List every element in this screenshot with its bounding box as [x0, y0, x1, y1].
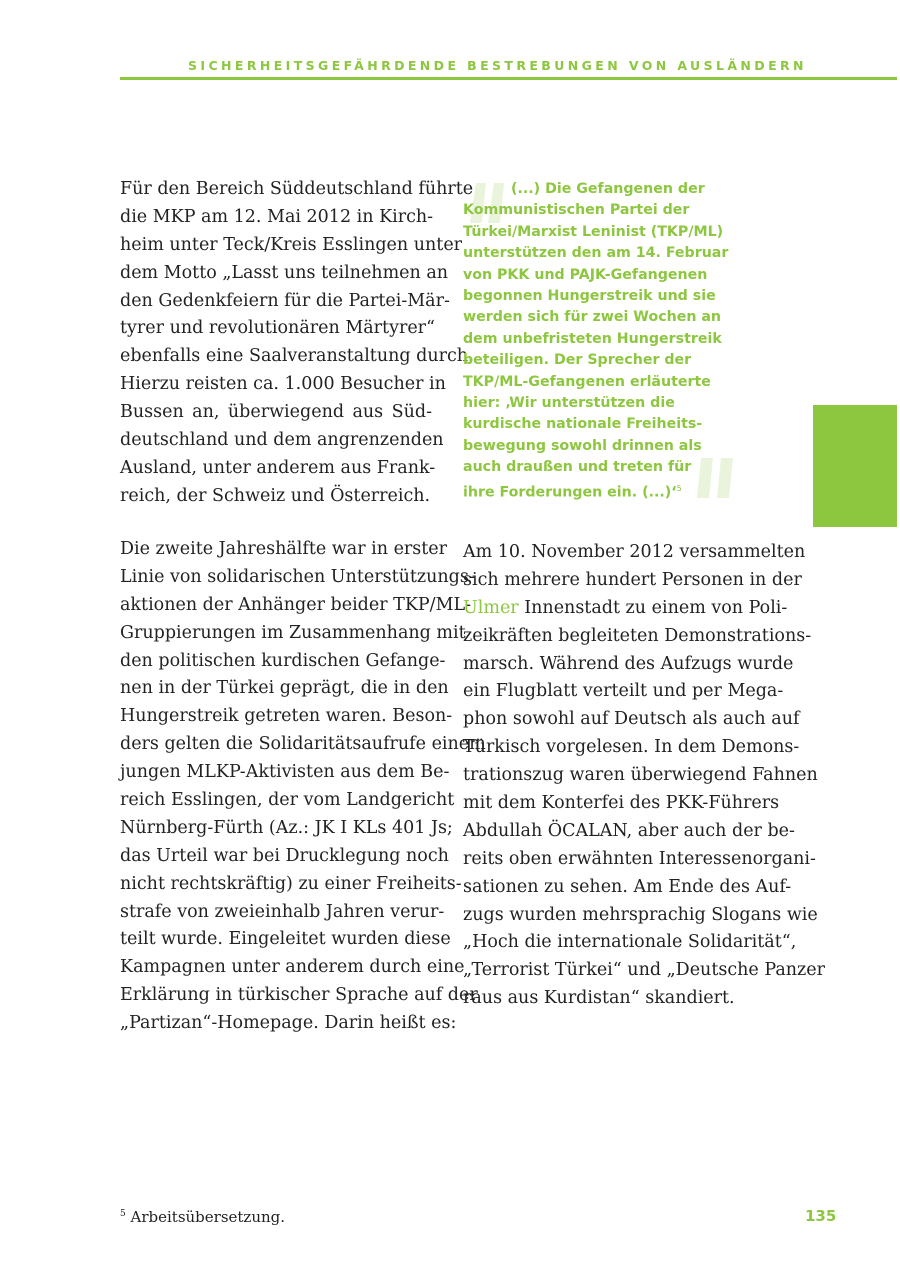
- text-line: reich Esslingen, der vom Landgericht: [120, 790, 455, 811]
- text-line: deutschland und dem angrenzenden: [120, 430, 444, 451]
- text-line: zeikräften begleiteten Demonstrations-: [463, 625, 812, 646]
- text-line: werden sich für zwei Wochen an: [463, 309, 722, 326]
- text-line: raus aus Kurdistan“ skandiert.: [463, 988, 735, 1009]
- text-line: teilt wurde. Eingeleitet wurden diese: [120, 929, 451, 950]
- text-line: Ausland, unter anderem aus Frank-: [120, 457, 436, 478]
- text-line: das Urteil war bei Drucklegung noch: [120, 845, 449, 866]
- text-line: reits oben erwähnten Interessenorgani-: [463, 848, 816, 869]
- text-line: von PKK und PAJK-Gefangenen: [463, 266, 708, 283]
- text-line: den Gedenkfeiern für die Partei-Mär-: [120, 290, 450, 311]
- text-line: Gruppierungen im Zusammenhang mit: [120, 622, 466, 643]
- pull-quote: [463, 179, 763, 500]
- text-line: ders gelten die Solidaritätsaufrufe einem: [120, 734, 486, 755]
- text-line: beteiligen. Der Sprecher der: [463, 352, 692, 369]
- text-line: dem Motto „Lasst uns teilnehmen an: [120, 262, 449, 283]
- text-line: ebenfalls eine Saalveranstaltung durch.: [120, 346, 474, 367]
- footnote-text: Arbeitsübersetzung.: [130, 1208, 286, 1226]
- footnote-number: 5: [120, 1209, 126, 1219]
- text-line: TKP/ML-Gefangenen erläuterte: [463, 373, 711, 390]
- text-line: hier: ‚Wir unterstützen die: [463, 394, 675, 411]
- text-line: Türkisch vorgelesen. In dem Demons-: [463, 737, 800, 758]
- text-line: Erklärung in türkischer Sprache auf der: [120, 985, 478, 1006]
- running-title: SICHERHEITSGEFÄHRDENDE BESTREBUNGEN VON AUSLÄNDERN: [188, 58, 807, 73]
- text-line: reich, der Schweiz und Österreich.: [120, 485, 431, 506]
- text-line: marsch. Während des Aufzugs wurde: [463, 653, 794, 674]
- text-line: Für den Bereich Süddeutschland führte: [120, 179, 474, 199]
- text-line: den politischen kurdischen Gefange-: [120, 650, 446, 671]
- text-line: „Hoch die internationale Solidarität“,: [463, 932, 797, 953]
- text-line: phon sowohl auf Deutsch als auch auf: [463, 709, 800, 730]
- text-line: Bussen an, überwiegend aus Süd-: [120, 402, 432, 423]
- text-line: Die zweite Jahreshälfte war in erster: [120, 539, 448, 559]
- text-line: dem unbefristeten Hungerstreik: [463, 330, 722, 347]
- chapter-tab-marker: [813, 405, 897, 527]
- text-line: strafe von zweieinhalb Jahren verur-: [120, 901, 445, 922]
- text-line: [463, 595, 788, 623]
- text-line: Kampagnen unter anderem durch eine: [120, 957, 465, 978]
- text-line: sich mehrere hundert Personen in der: [463, 569, 802, 590]
- text-line: trationszug waren überwiegend Fahnen: [463, 765, 818, 786]
- text-line: Kommunistischen Partei der: [463, 202, 690, 219]
- text-line: Abdullah ÖCALAN, aber auch der be-: [463, 820, 795, 841]
- text-line: unterstützen den am 14. Februar: [463, 245, 729, 262]
- text-line: nicht rechtskräftig) zu einer Freiheits-: [120, 873, 462, 894]
- text-line: Hierzu reisten ca. 1.000 Besucher in: [120, 374, 446, 395]
- left-paragraph-2: [120, 536, 486, 1038]
- text-line: jungen MLKP-Aktivisten aus dem Be-: [120, 762, 450, 783]
- text-line: mit dem Konterfei des PKK-Führers: [463, 793, 780, 814]
- text-line: zugs wurden mehrsprachig Slogans wie: [463, 904, 818, 925]
- ulmer-link[interactable]: Ulmer: [463, 597, 519, 618]
- footnote-reference[interactable]: 5: [676, 484, 682, 494]
- text-line: (...) Die Gefangenen der: [511, 181, 705, 197]
- text-line: auch draußen und treten für: [463, 459, 692, 476]
- header-rule: [120, 77, 897, 80]
- text-line: Linie von solidarischen Unterstützungs-: [120, 566, 475, 587]
- text-line: bewegung sowohl drinnen als: [463, 437, 702, 454]
- page-number: 135: [805, 1207, 837, 1225]
- text-line: aktionen der Anhänger beider TKP/ML-: [120, 594, 472, 615]
- text-line: kurdische nationale Freiheits-: [463, 416, 703, 433]
- text-line: nen in der Türkei geprägt, die in den: [120, 678, 449, 699]
- text-line: Nürnberg-Fürth (Az.: JK I KLs 401 Js;: [120, 817, 453, 838]
- text-line: heim unter Teck/Kreis Esslingen unter: [120, 234, 463, 255]
- right-paragraph: [463, 539, 825, 1013]
- text-line: begonnen Hungerstreik und sie: [463, 287, 716, 304]
- text-fragment: Innenstadt zu einem von Poli-: [518, 597, 788, 618]
- text-line: sationen zu sehen. Am Ende des Auf-: [463, 876, 792, 897]
- text-line: die MKP am 12. Mai 2012 in Kirch-: [120, 206, 434, 227]
- text-line: Hungerstreik getreten waren. Beson-: [120, 706, 453, 727]
- text-line: „Terrorist Türkei“ und „Deutsche Panzer: [463, 960, 825, 981]
- footnote: [120, 1208, 285, 1226]
- text-line: „Partizan“-Homepage. Darin heißt es:: [120, 1013, 457, 1034]
- text-line: tyrer und revolutionären Märtyrer“: [120, 318, 435, 339]
- text-line: ein Flugblatt verteilt und per Mega-: [463, 681, 784, 702]
- left-paragraph-1: [120, 176, 474, 511]
- text-line: ihre Forderungen ein. (...)‘$^5$: [463, 484, 682, 502]
- text-line: Türkei/Marxist Leninist (TKP/ML): [463, 223, 724, 240]
- text-line: Am 10. November 2012 versammelten: [463, 542, 806, 562]
